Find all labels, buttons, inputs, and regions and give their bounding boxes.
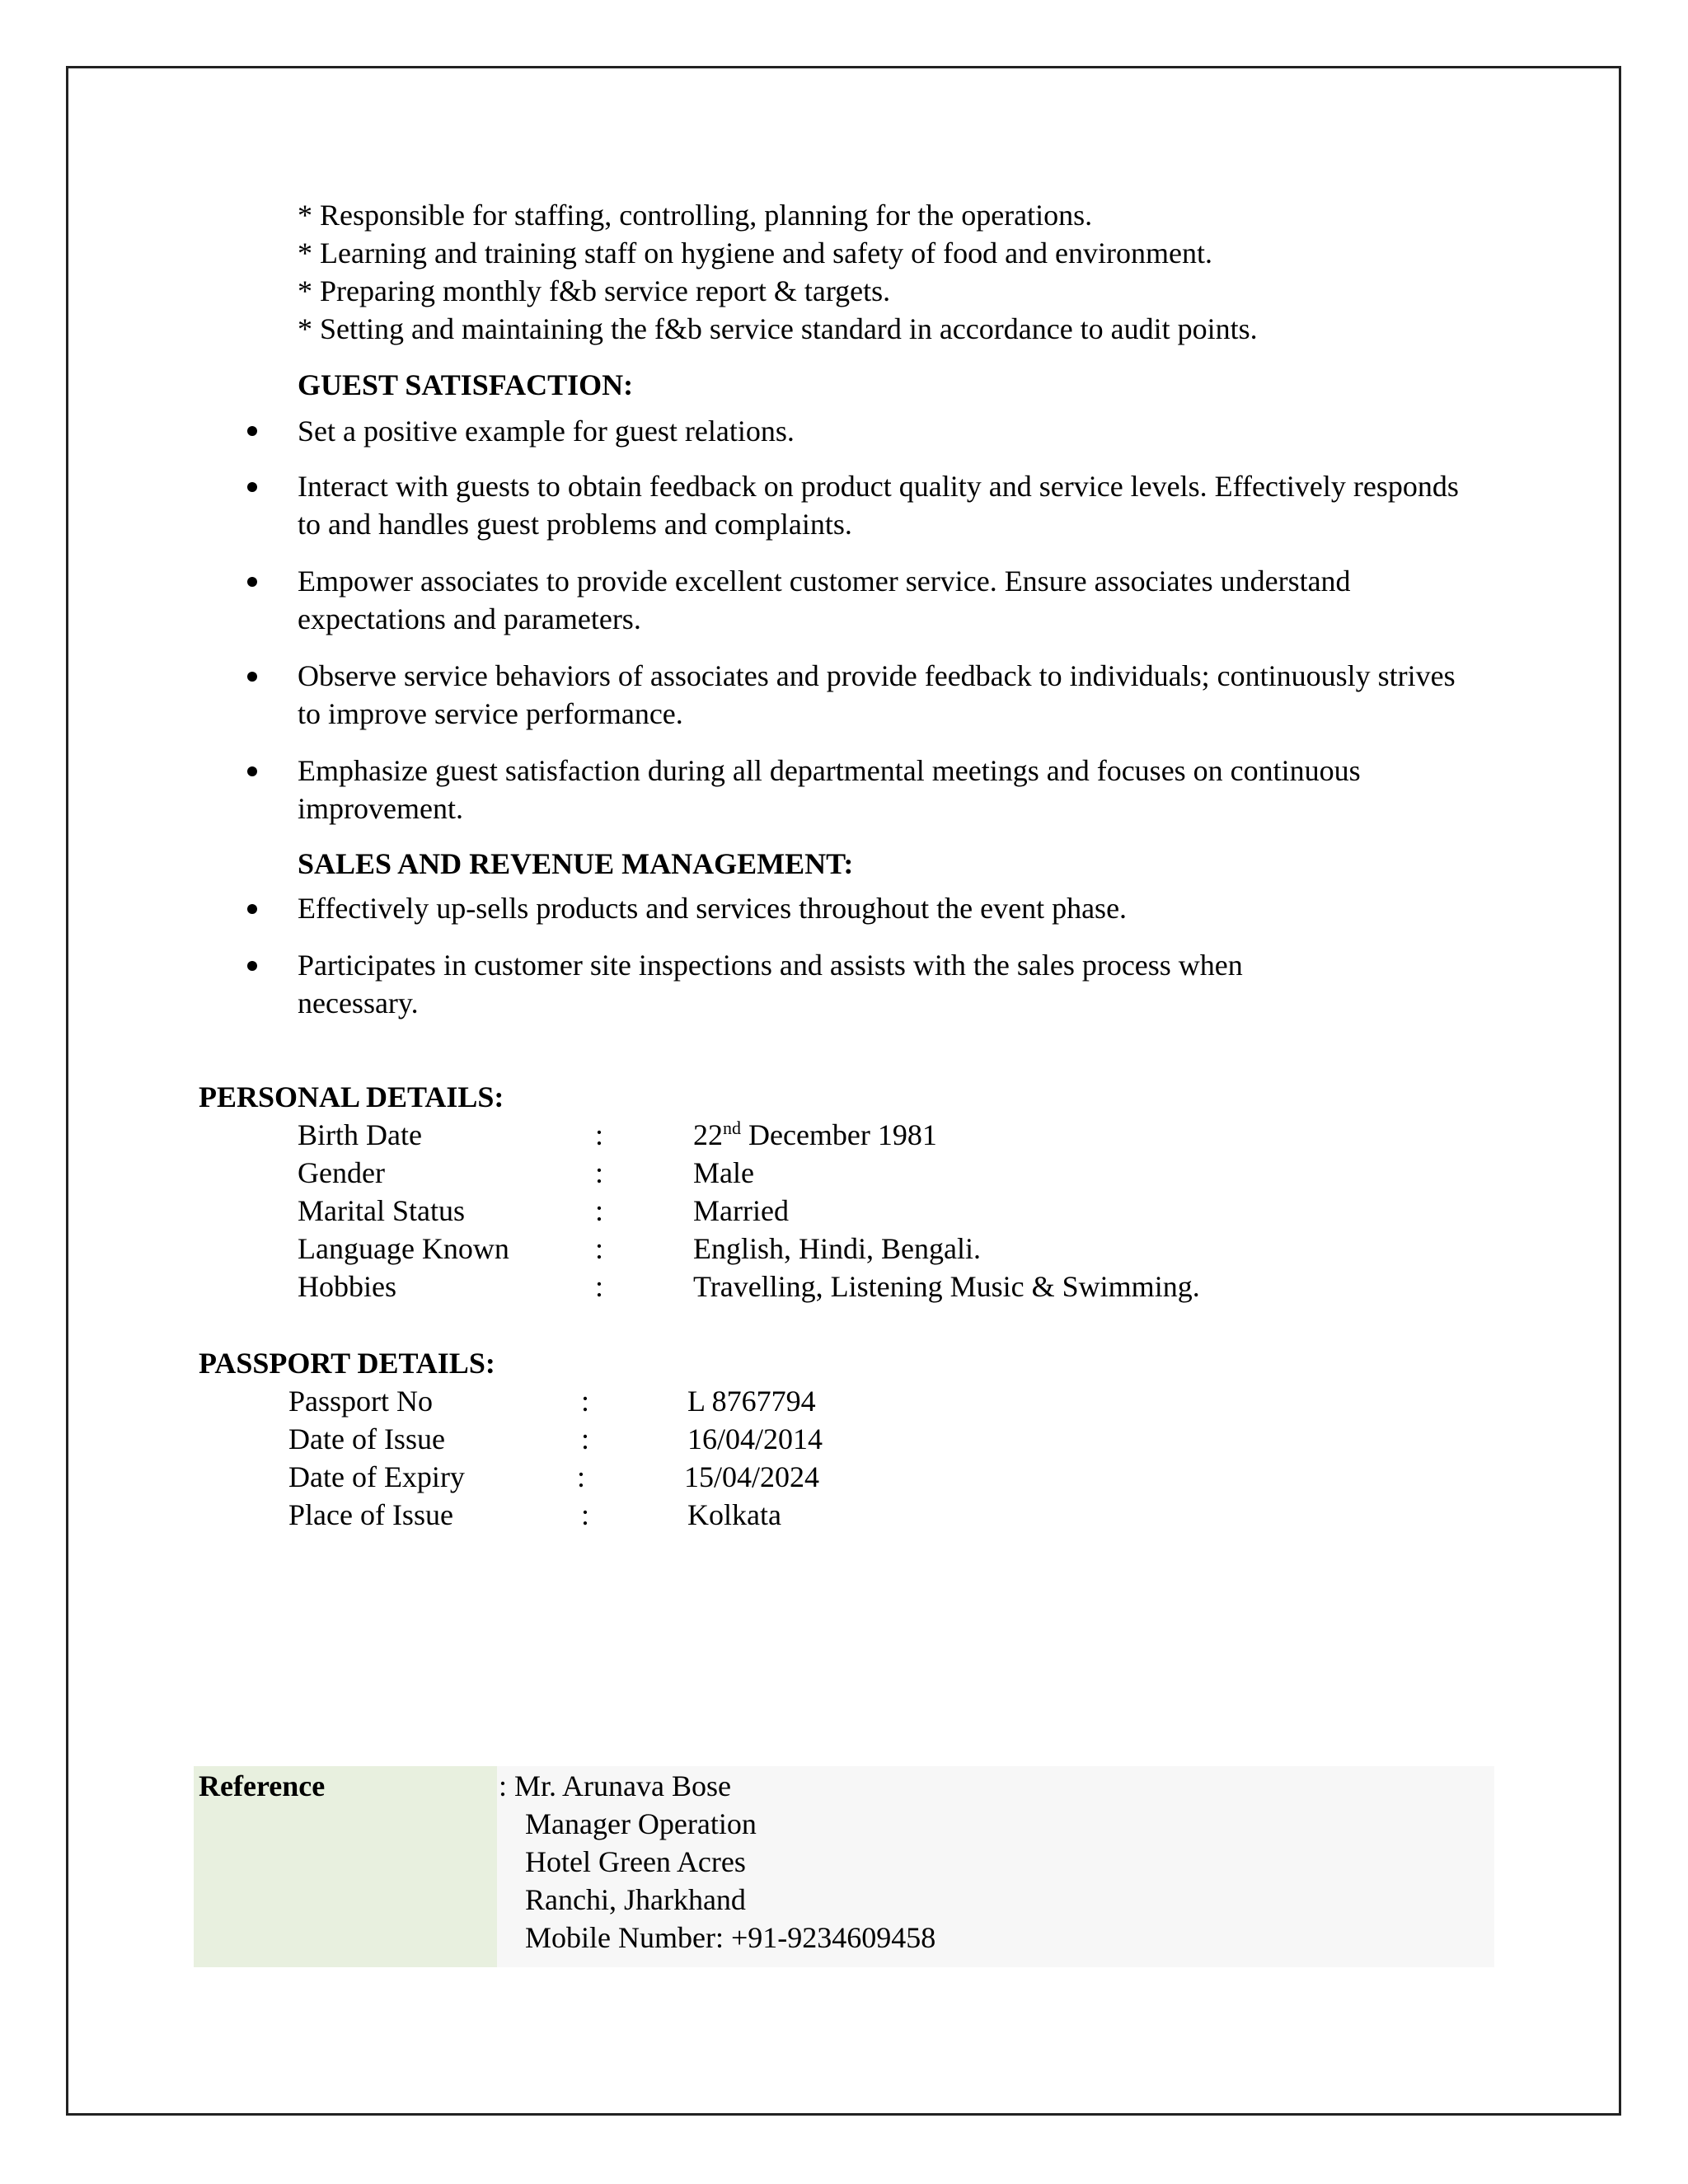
detail-separator: : (577, 1460, 586, 1493)
detail-label: Date of Expiry (288, 1460, 465, 1493)
bullet-icon (247, 672, 257, 682)
bullet-icon (247, 961, 257, 971)
detail-separator: : (581, 1498, 590, 1531)
reference-label: Reference (199, 1769, 326, 1802)
guest-satisfaction-heading: GUEST SATISFACTION: (298, 368, 634, 401)
responsibility-line: * Learning and training staff on hygiene and safety of food and environment. (298, 237, 1213, 269)
passport-details-heading: PASSPORT DETAILS: (199, 1347, 495, 1380)
detail-label: Language Known (298, 1232, 509, 1265)
sales-bullet: Effectively up-sells products and services throughout the event phase. (298, 892, 1128, 925)
bullet-icon (247, 577, 257, 587)
guest-bullet: Set a positive example for guest relations. (298, 415, 795, 448)
guest-bullet: Interact with guests to obtain feedback on product quality and service levels. Effectively responds to and handles guest problems and complaints. (298, 470, 1459, 541)
detail-label: Marital Status (298, 1194, 465, 1227)
responsibility-line: * Preparing monthly f&b service report & targets. (298, 274, 891, 307)
bullet-icon (247, 482, 257, 492)
detail-label: Date of Issue (288, 1422, 445, 1455)
detail-value: Travelling, Listening Music & Swimming. (693, 1270, 1200, 1303)
detail-label: Place of Issue (288, 1498, 453, 1531)
detail-separator: : (595, 1194, 604, 1227)
guest-bullet: Observe service behaviors of associates and provide feedback to individuals; continuously strives to improve service performance. (298, 659, 1456, 730)
personal-details-heading: PERSONAL DETAILS: (199, 1080, 504, 1113)
detail-label: Passport No (288, 1385, 434, 1418)
responsibility-line: * Responsible for staffing, controlling, planning for the operations. (298, 199, 1093, 232)
reference-line: Mobile Number: +91-9234609458 (525, 1921, 936, 1954)
detail-value: Male (693, 1156, 754, 1189)
bullet-icon (247, 426, 257, 436)
detail-label: Birth Date (298, 1118, 422, 1151)
reference-line: Hotel Green Acres (525, 1845, 746, 1878)
detail-separator: : (581, 1422, 590, 1455)
detail-value: Married (693, 1194, 789, 1227)
reference-line: Manager Operation (525, 1807, 757, 1840)
reference-line: : Mr. Arunava Bose (499, 1769, 731, 1802)
sales-bullet: Participates in customer site inspections and assists with the sales process when necessary. (298, 949, 1243, 1019)
detail-value: L 8767794 (687, 1385, 816, 1418)
bullet-icon (247, 904, 257, 914)
detail-value: 22nd December 1981 (693, 1118, 937, 1151)
detail-separator: : (595, 1270, 604, 1303)
sales-heading: SALES AND REVENUE MANAGEMENT: (298, 847, 854, 880)
detail-label: Hobbies (298, 1270, 396, 1303)
detail-label: Gender (298, 1156, 385, 1189)
responsibility-line: * Setting and maintaining the f&b service standard in accordance to audit points. (298, 312, 1258, 345)
bullet-icon (247, 766, 257, 776)
detail-value: 16/04/2014 (687, 1422, 823, 1455)
detail-value: English, Hindi, Bengali. (693, 1232, 981, 1265)
detail-separator: : (595, 1232, 604, 1265)
detail-value: 15/04/2024 (684, 1460, 820, 1493)
detail-separator: : (595, 1156, 604, 1189)
detail-separator: : (595, 1118, 604, 1151)
detail-separator: : (581, 1385, 590, 1418)
guest-bullet: Empower associates to provide excellent customer service. Ensure associates understand expectations and parameters. (298, 565, 1351, 635)
reference-line: Ranchi, Jharkhand (525, 1883, 746, 1916)
guest-bullet: Emphasize guest satisfaction during all departmental meetings and focuses on continuous improvement. (298, 754, 1361, 825)
detail-value: Kolkata (687, 1498, 781, 1531)
